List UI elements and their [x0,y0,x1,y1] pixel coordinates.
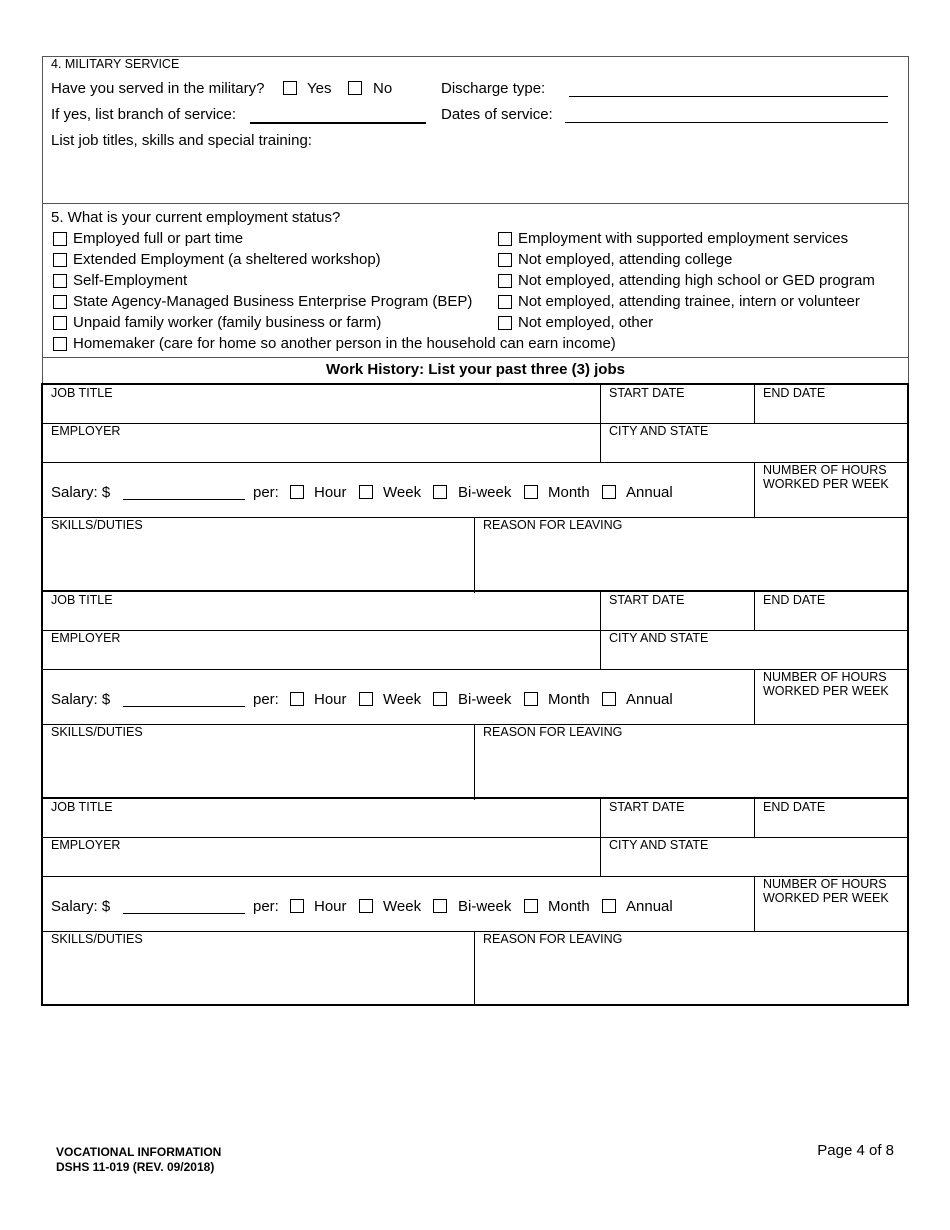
month-label: Month [548,898,590,915]
biweek-checkbox[interactable] [433,692,447,706]
served-yes-checkbox[interactable] [283,81,297,95]
employer-field[interactable] [51,440,591,460]
start-date-label: START DATE [609,800,685,814]
status-option[interactable] [53,230,243,247]
status-checkbox[interactable] [498,253,512,267]
hours-per-week-label [763,877,889,905]
annual-label: Annual [626,691,673,708]
biweek-label: Bi-week [458,484,512,501]
status-option[interactable] [53,314,381,331]
start-date-label: START DATE [609,386,685,400]
skills-duties-field[interactable] [51,949,469,1001]
start-date-field[interactable] [609,815,749,835]
work-history-header [42,357,909,383]
served-no-checkbox[interactable] [348,81,362,95]
reason-leaving-field[interactable] [483,949,901,1001]
biweek-label: Bi-week [458,898,512,915]
served-yes-label: Yes [307,80,332,97]
employer-label: EMPLOYER [51,838,121,852]
hours-per-week-label [763,463,889,491]
form-title: VOCATIONAL INFORMATION [56,1145,222,1159]
status-checkbox[interactable] [53,316,67,330]
status-checkbox[interactable] [53,232,67,246]
status-option-label: Unpaid family worker (family business or farm) [73,314,382,331]
per-label: per: [253,691,279,708]
city-state-field[interactable] [609,854,899,874]
status-checkbox[interactable] [498,232,512,246]
week-checkbox[interactable] [359,899,373,913]
skills-duties-label: SKILLS/DUTIES [51,725,143,739]
salary-field[interactable] [123,913,245,914]
status-option[interactable] [53,251,381,268]
salary-field[interactable] [123,706,245,707]
skills-training-field[interactable] [51,153,891,199]
status-checkbox[interactable] [53,274,67,288]
skills-duties-label: SKILLS/DUTIES [51,518,143,532]
end-date-field[interactable] [763,815,903,835]
week-label: Week [383,484,422,501]
employer-field[interactable] [51,647,591,667]
hour-label: Hour [314,898,347,915]
served-no-label: No [373,80,393,97]
month-checkbox[interactable] [524,485,538,499]
employer-label: EMPLOYER [51,631,121,645]
salary-field[interactable] [123,499,245,500]
status-checkbox[interactable] [53,295,67,309]
section4-title: 4. MILITARY SERVICE [51,57,180,71]
annual-label: Annual [626,484,673,501]
hour-checkbox[interactable] [290,692,304,706]
job-title-label: JOB TITLE [51,800,113,814]
status-checkbox[interactable] [498,316,512,330]
served-question: Have you served in the military? [51,80,265,97]
end-date-label: END DATE [763,800,826,814]
job-title-field[interactable] [51,401,591,421]
status-option[interactable] [53,272,187,289]
end-date-field[interactable] [763,608,903,628]
reason-leaving-field[interactable] [483,535,901,589]
biweek-checkbox[interactable] [433,485,447,499]
week-checkbox[interactable] [359,485,373,499]
status-option[interactable] [53,293,472,310]
salary-label: Salary: $ [51,898,111,915]
discharge-label: Discharge type: [441,80,546,97]
month-label: Month [548,484,590,501]
annual-checkbox[interactable] [602,899,616,913]
status-option-label: State Agency-Managed Business Enterprise Program (BEP) [73,293,473,310]
status-option-label: Not employed, attending trainee, intern or volunteer [518,293,860,310]
hour-checkbox[interactable] [290,899,304,913]
hours-per-week-label [763,670,889,698]
salary-label: Salary: $ [51,484,111,501]
branch-label: If yes, list branch of service: [51,106,237,123]
skills-training-label: List job titles, skills and special training: [51,132,312,149]
hours-per-week-field[interactable] [763,493,903,513]
status-checkbox[interactable] [498,295,512,309]
employer-field[interactable] [51,854,591,874]
hours-label-line1: NUMBER OF HOURS [763,670,887,684]
hours-label-line2: WORKED PER WEEK [763,684,889,698]
hours-per-week-field[interactable] [763,700,903,720]
reason-leaving-label: REASON FOR LEAVING [483,725,623,739]
end-date-label: END DATE [763,386,826,400]
job-title-field[interactable] [51,815,591,835]
hour-label: Hour [314,484,347,501]
status-option-label: Not employed, attending high school or GED program [518,272,875,289]
reason-leaving-label: REASON FOR LEAVING [483,518,623,532]
city-state-field[interactable] [609,440,899,460]
job-title-label: JOB TITLE [51,386,113,400]
per-label: per: [253,898,279,915]
annual-checkbox[interactable] [602,692,616,706]
employment-question: 5. What is your current employment status? [51,209,341,226]
start-date-field[interactable] [609,608,749,628]
status-option-label: Self-Employment [73,272,188,289]
work-history-title: Work History: List your past three (3) jobs [326,361,625,378]
city-state-label: CITY AND STATE [609,424,709,438]
month-checkbox[interactable] [524,692,538,706]
status-option-label: Not employed, attending college [518,251,733,268]
city-state-label: CITY AND STATE [609,838,709,852]
form-number: DSHS 11-019 (REV. 09/2018) [56,1160,215,1174]
page-number: Page 4 of 8 [817,1142,894,1159]
discharge-type-field[interactable] [569,96,888,97]
status-option[interactable] [53,335,616,352]
status-option-label: Not employed, other [518,314,654,331]
hours-label-line2: WORKED PER WEEK [763,477,889,491]
dates-field[interactable] [565,122,888,123]
biweek-checkbox[interactable] [433,899,447,913]
start-date-label: START DATE [609,593,685,607]
week-label: Week [383,691,422,708]
status-option[interactable] [498,251,732,268]
reason-leaving-label: REASON FOR LEAVING [483,932,623,946]
status-option[interactable] [498,293,860,310]
employer-label: EMPLOYER [51,424,121,438]
hours-per-week-field[interactable] [763,907,903,927]
job-block [41,383,909,591]
end-date-label: END DATE [763,593,826,607]
biweek-label: Bi-week [458,691,512,708]
week-checkbox[interactable] [359,692,373,706]
job-block [41,590,909,798]
status-option[interactable] [498,230,848,247]
month-label: Month [548,691,590,708]
per-label: per: [253,484,279,501]
employment-status-section [42,203,909,358]
end-date-field[interactable] [763,401,903,421]
status-checkbox[interactable] [53,253,67,267]
status-option[interactable] [498,272,875,289]
status-option-label: Extended Employment (a sheltered workshop) [73,251,381,268]
month-checkbox[interactable] [524,899,538,913]
annual-checkbox[interactable] [602,485,616,499]
hour-label: Hour [314,691,347,708]
skills-duties-label: SKILLS/DUTIES [51,932,143,946]
reason-leaving-field[interactable] [483,742,901,796]
start-date-field[interactable] [609,401,749,421]
status-option[interactable] [498,314,653,331]
hours-label-line1: NUMBER OF HOURS [763,463,887,477]
job-title-field[interactable] [51,608,591,628]
skills-duties-field[interactable] [51,742,469,796]
job-title-label: JOB TITLE [51,593,113,607]
hours-label-line1: NUMBER OF HOURS [763,877,887,891]
hour-checkbox[interactable] [290,485,304,499]
status-checkbox[interactable] [53,337,67,351]
salary-label: Salary: $ [51,691,111,708]
status-option-label: Employed full or part time [73,230,244,247]
military-section [42,56,909,204]
skills-duties-field[interactable] [51,535,469,589]
job-block [41,797,909,1006]
city-state-field[interactable] [609,647,899,667]
status-option-label: Employment with supported employment services [518,230,849,247]
hours-label-line2: WORKED PER WEEK [763,891,889,905]
status-checkbox[interactable] [498,274,512,288]
dates-label: Dates of service: [441,106,553,123]
week-label: Week [383,898,422,915]
city-state-label: CITY AND STATE [609,631,709,645]
annual-label: Annual [626,898,673,915]
branch-field[interactable] [250,122,426,124]
status-option-label: Homemaker (care for home so another person in the household can earn income) [73,335,616,352]
